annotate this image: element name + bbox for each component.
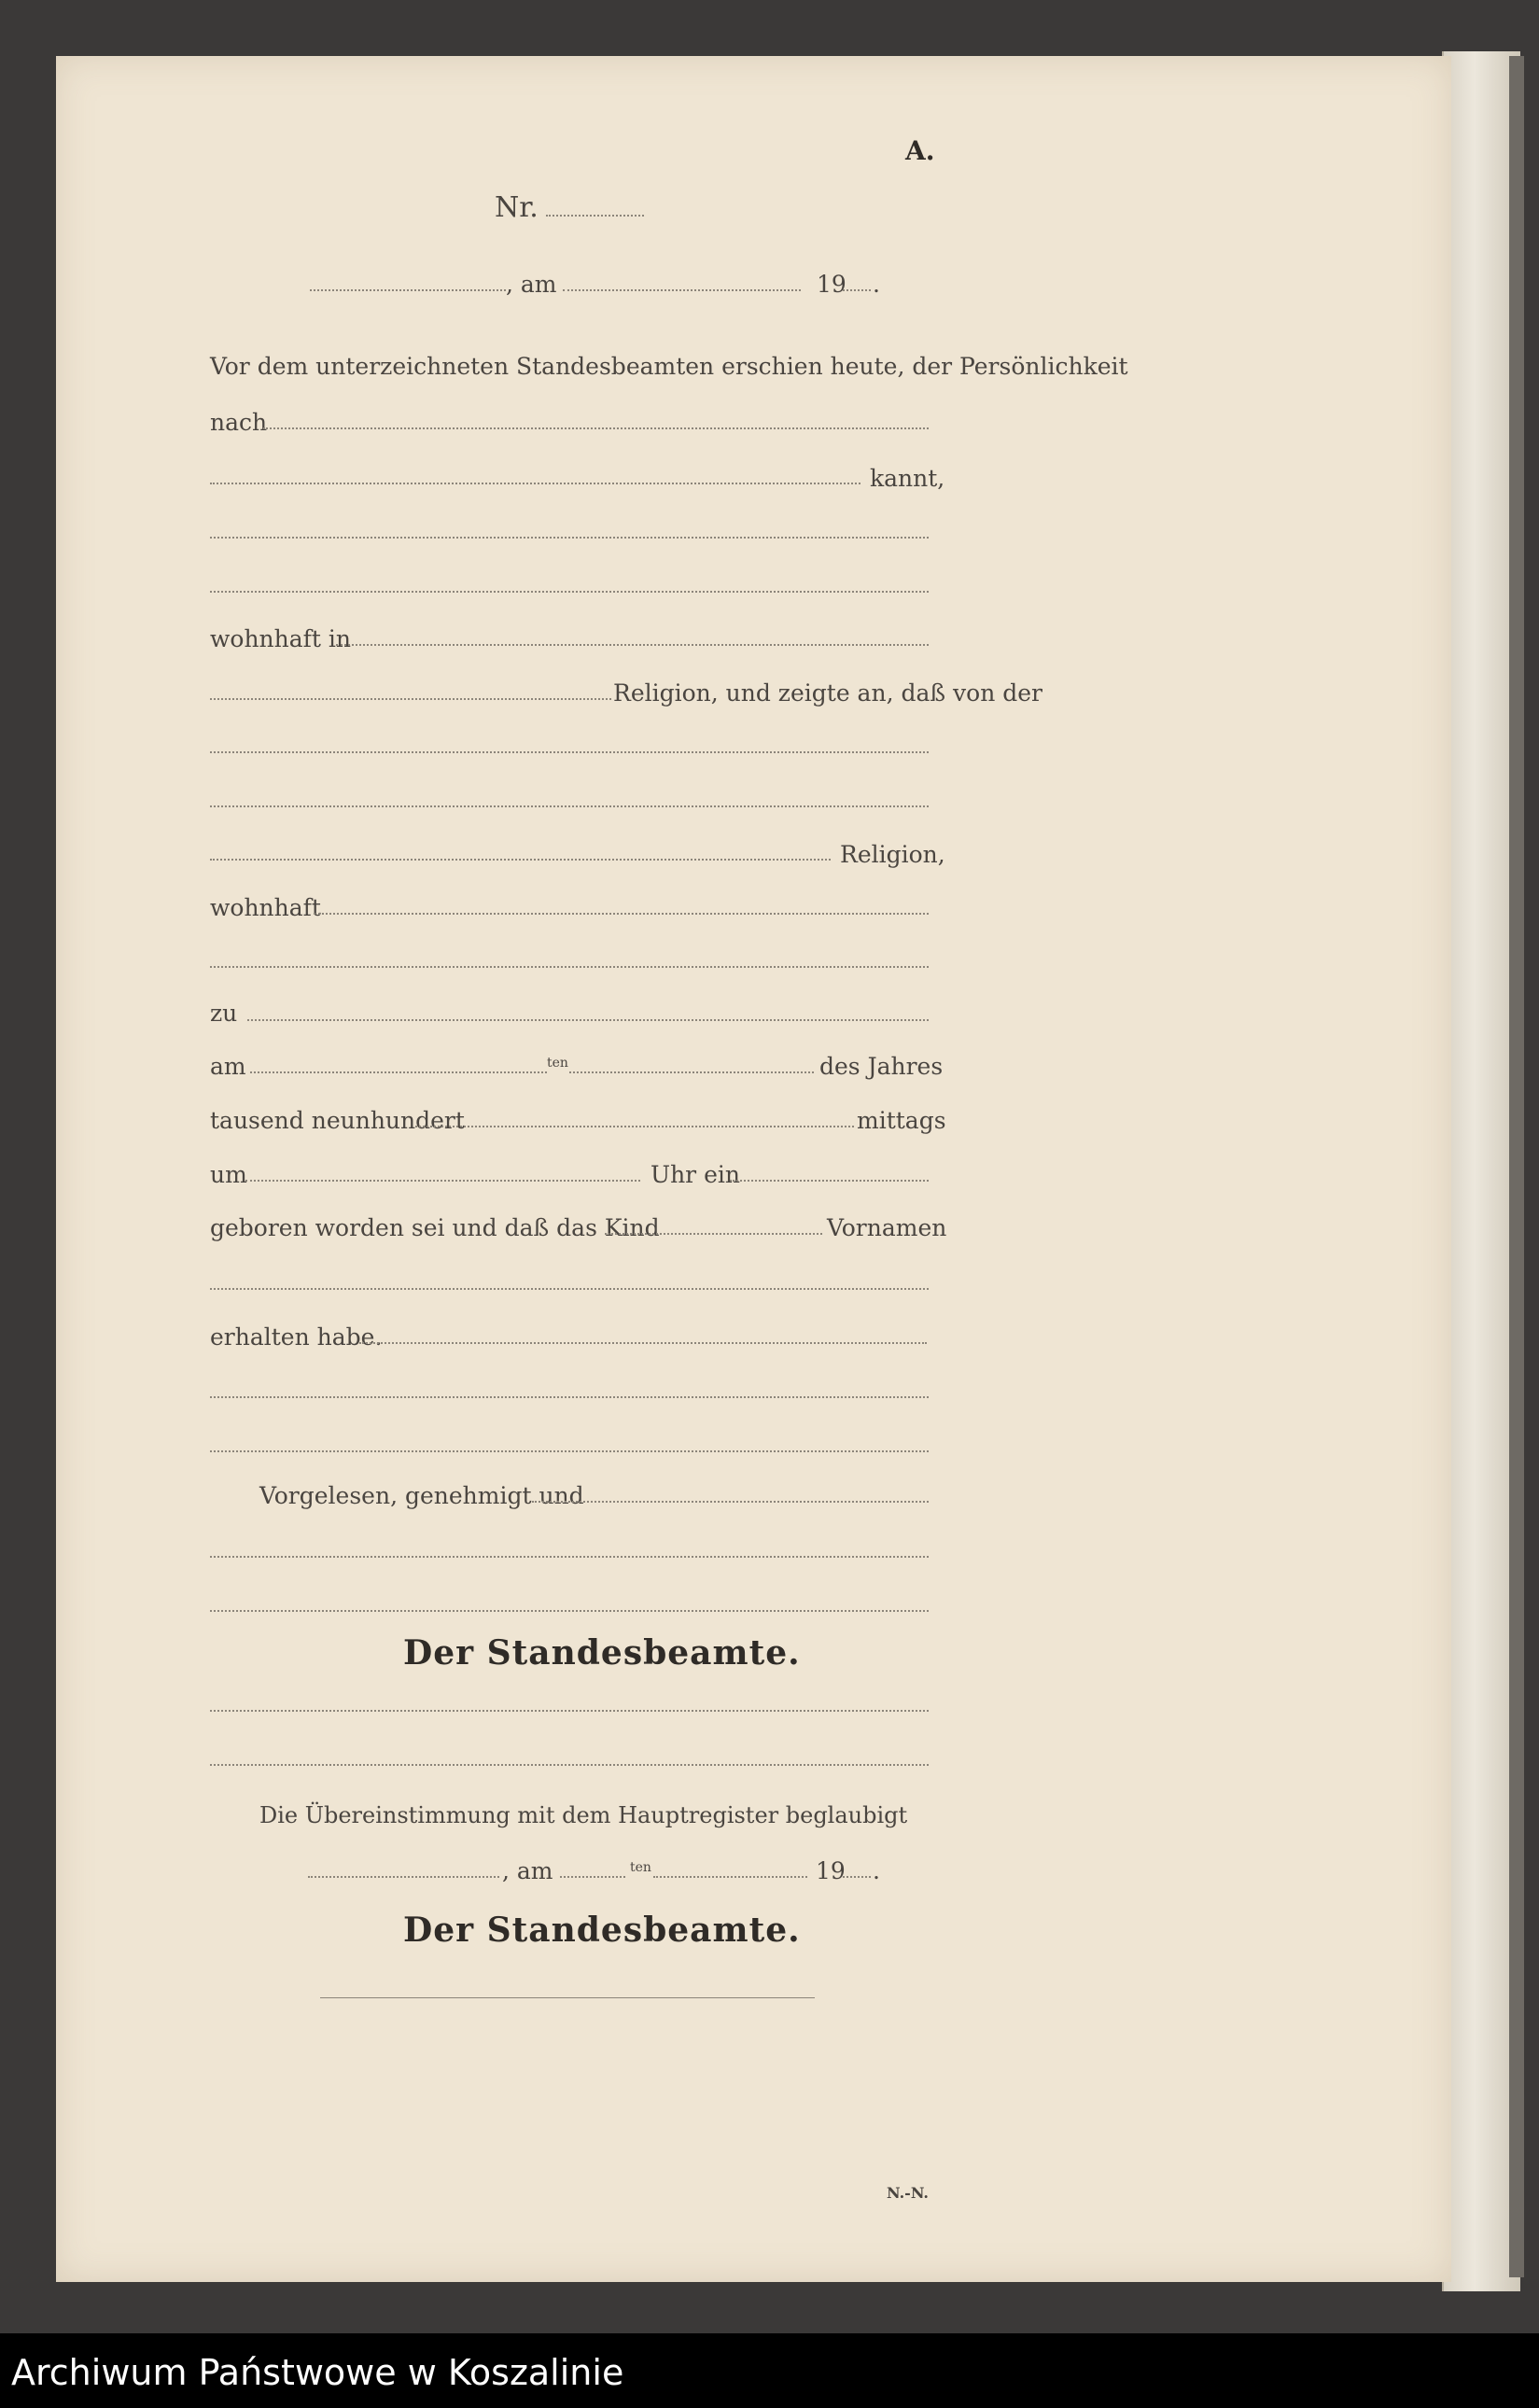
date-year-label: 19 — [817, 271, 846, 298]
hour-field[interactable] — [245, 1180, 640, 1182]
archive-name: Archiwum Państwowe w Koszalinie — [11, 2352, 624, 2393]
uebereinstimmung-text: Die Übereinstimmung mit dem Hauptregister beglaubigt — [259, 1802, 908, 1828]
wohnhaft-field[interactable] — [314, 913, 929, 915]
certify-month-field[interactable] — [653, 1876, 807, 1878]
wohnhaft-in-label: wohnhaft in — [210, 625, 352, 652]
document-page — [56, 56, 1451, 2282]
archive-footer — [0, 2333, 1539, 2408]
religion-label: Religion, — [840, 841, 945, 868]
year-words-field[interactable] — [415, 1126, 854, 1127]
geboren-label: geboren worden sei und daß das Kind — [210, 1214, 660, 1241]
erhalten-field[interactable] — [359, 1342, 927, 1344]
tausend-label: tausend neunhundert — [210, 1107, 465, 1134]
ten-label: ten — [547, 1056, 568, 1071]
blank-line-5[interactable] — [210, 966, 929, 968]
blank-line-3[interactable] — [210, 751, 929, 753]
certify-year-label: 19 — [816, 1857, 846, 1884]
nach-field[interactable] — [263, 427, 929, 429]
signature-line-3[interactable] — [210, 1710, 929, 1712]
month-field[interactable] — [569, 1071, 814, 1073]
vornamen-label: Vornamen — [827, 1214, 947, 1241]
signature-line-4[interactable] — [210, 1764, 929, 1766]
printer-mark: N.-N. — [887, 2184, 929, 2202]
certify-place-field[interactable] — [308, 1876, 499, 1878]
blank-line-6[interactable] — [210, 1396, 929, 1398]
date-field[interactable] — [563, 289, 801, 291]
certify-year-field[interactable] — [843, 1876, 871, 1878]
vorgelesen-label: Vorgelesen, genehmigt und — [259, 1482, 584, 1509]
signature-line-2[interactable] — [210, 1610, 929, 1612]
zu-field[interactable] — [247, 1019, 929, 1021]
certify-ten-label: ten — [630, 1860, 651, 1875]
religion-1-field[interactable] — [210, 698, 611, 700]
erhalten-label: erhalten habe. — [210, 1323, 383, 1351]
am-label: am — [210, 1053, 246, 1080]
certify-day-field[interactable] — [560, 1876, 625, 1878]
mittags-label: mittags — [857, 1107, 946, 1134]
page-edge-shadow — [1509, 56, 1524, 2277]
nr-field[interactable] — [546, 215, 644, 217]
kannt-label: kannt, — [870, 465, 945, 492]
signature-line-1[interactable] — [210, 1556, 929, 1558]
wohnhaft-in-field[interactable] — [336, 644, 929, 646]
vorgelesen-field[interactable] — [532, 1501, 929, 1503]
identity-field[interactable] — [210, 483, 860, 484]
blank-line-4[interactable] — [210, 805, 929, 807]
blank-line-2[interactable] — [210, 591, 929, 593]
day-field[interactable] — [250, 1071, 547, 1073]
corner-label: A. — [905, 135, 935, 166]
nr-label: Nr. — [495, 191, 539, 224]
standesbeamte-heading-2: Der Standesbeamte. — [403, 1911, 801, 1950]
religion-zeigte-label: Religion, und zeigte an, daß von der — [613, 679, 1042, 707]
religion-2-field[interactable] — [210, 859, 831, 861]
certify-am-label: , am — [502, 1857, 553, 1884]
sex-field[interactable] — [730, 1180, 929, 1182]
um-label: um — [210, 1161, 247, 1188]
wohnhaft-label: wohnhaft — [210, 894, 321, 921]
blank-line-7[interactable] — [210, 1450, 929, 1452]
year-field[interactable] — [843, 289, 871, 291]
final-signature-line[interactable] — [320, 1997, 815, 1998]
zu-label: zu — [210, 1000, 238, 1027]
intro-text: Vor dem unterzeichneten Standesbeamten erschien heute, der Persönlichkeit — [210, 353, 1128, 380]
des-jahres-label: des Jahres — [819, 1053, 944, 1080]
vornamen-field[interactable] — [210, 1288, 929, 1290]
nach-label: nach — [210, 409, 268, 436]
uhr-ein-label: Uhr ein — [651, 1161, 740, 1188]
date-end-dot: . — [873, 271, 880, 298]
place-field[interactable] — [310, 289, 506, 291]
date-am-label: , am — [506, 271, 557, 298]
kind-field[interactable] — [605, 1233, 822, 1235]
certify-end-dot: . — [873, 1857, 880, 1884]
blank-line-1[interactable] — [210, 537, 929, 539]
standesbeamte-heading-1: Der Standesbeamte. — [403, 1633, 801, 1673]
